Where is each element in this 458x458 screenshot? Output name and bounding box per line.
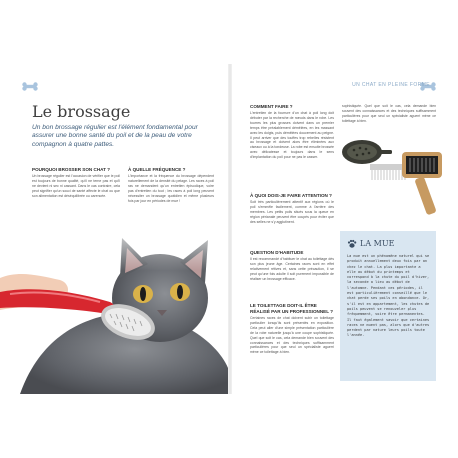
body-professional: Certaines races de chat doivent subir un toilettage particulier lorsqu'ils sont présentés en exposition. Cela peut aller d'une simple présentation particulière de la robe naturelle jusqu'à une coupe sophistiquée. Quel que soit le cas, cela demande bien souvent des connaissances et des techniques suffisamment particulières pour que seul un spécialiste aguerri mène ce toilettage à bien.: [250, 316, 334, 355]
paw-icon: [347, 239, 357, 249]
page-title: Le brossage: [32, 102, 131, 121]
intro-text: Un bon brossage régulier est l'élément fondamental pour assurer une bonne santé du poil et de la peau de votre compagnon à quatre pattes.: [32, 124, 198, 148]
body-frequency: L'importance et la fréquence du brossage dépendent naturellement de la densité du pelage. Les races à poil ras ne demandent qu'un entretien épisodique, voire pas d'entretien du tout ; les races à poil long peuvent nécessiter un brossage quotidien et même plusieurs fois par jour en périodes de mue !: [128, 174, 214, 203]
heading-how: COMMENT FAIRE ?: [250, 104, 293, 109]
heading-attention: À QUOI DOIS-JE FAIRE ATTENTION ?: [250, 193, 332, 198]
heading-professional: LE TOILETTAGE DOIT-IL ÊTRE RÉALISÉ PAR UN PROFESSIONNEL ?: [250, 303, 334, 314]
page-gutter: [228, 64, 232, 394]
sidebar-text: La mue est un phénomène naturel qui se produit annuellement deux fois par an chez le chat. La plus importante a elle au début du printemps et correspond à la chute du poil d'hiver, la seconde a lieu au début de l'automne. Pendant ces périodes, il est particulièrement conseillé que le chat perde ses poils en abondance. Or, s'il est en appartement, les chutes de poils peuvent se renouveler plus fréquemment, voire être permanentes. Il faut également savoir que certaines races ne muent pas, alors que d'autres perdent par nature leurs poils toute l'année.: [347, 254, 430, 338]
body-why: Un brossage régulier est l'occasion de vérifier que le poil est toujours de bonne qualité, qu'il ne terne pas et qu'il ne devient ni sec ni cassant. Dans le cas contraire, cela peut signifier qu'un souci de santé affecte le chat ou que son alimentation est déséquilibrée ou carencée.: [32, 174, 120, 198]
body-habit: Il est recommandé d'habituer le chat au toilettage dès son plus jeune âge. Certaines races sont en effet relativement rétives et, sans cette précaution, il se peut qu'une fois adulte il soit purement impossible de réaliser un brossage efficace.: [250, 257, 334, 281]
bone-icon: [22, 82, 38, 91]
cat-brushing-photo: [0, 218, 228, 394]
grooming-tools-photo: [340, 134, 446, 224]
book-spread: [0, 64, 458, 394]
body-how: L'entretien de la fourrure d'un chat à poil long doit débuter par la recherche de nœuds dans le robe. Les tourres les plus grosses doivent dans un premier temps être préalablement démêlées, en les massant avec les doigts, puis démêlées doucement au peigne. Il peut arriver que des touffes trop rebelles résistent au brossage et doivent alors être éliminées aux ciseaux ou à la tondeuse. La robe est ensuite brossée avec délicatesse et toujours dans le sens d'implantation du poil pour ne pas le casser.: [250, 111, 334, 160]
sidebar-title: LA MUE: [360, 239, 395, 248]
heading-why: POURQUOI BROSSER SON CHAT ?: [32, 167, 111, 172]
heading-frequency: À QUELLE FRÉQUENCE ?: [128, 167, 186, 172]
running-head: UN CHAT EN PLEINE FORME: [352, 82, 430, 88]
body-attention: Soit très particulièrement attentif aux régions où le poil s'emmêle facilement, comme à l'arrière des membres. Les petits poils situés sous la queue en région périanale peuvent être coupés pour éviter que des selles ne s'y agglutinent.: [250, 200, 334, 224]
heading-habit: QUESTION D'HABITUDE: [250, 250, 304, 255]
body-professional-continued: sophistiquée. Quel que soit le cas, cela demande bien souvent des connaissances et des techniques suffisamment particulières pour que seul un spécialiste aguerri mène ce toilettage à bien.: [342, 104, 436, 123]
